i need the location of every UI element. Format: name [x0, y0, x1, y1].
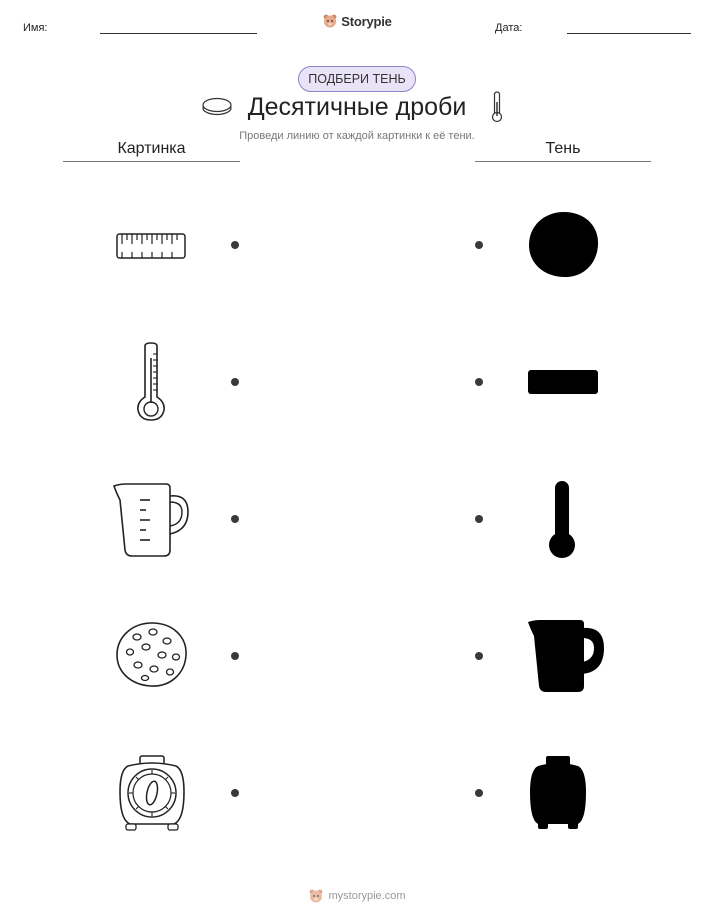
measuring-cup-shadow-icon [520, 614, 608, 698]
picture-dot-3[interactable] [231, 515, 239, 523]
column-rule-picture [63, 161, 240, 162]
measuring-cup-icon [106, 478, 194, 562]
thermometer-shadow-icon [540, 478, 584, 562]
shadow-dot-2[interactable] [475, 378, 483, 386]
cookie-shadow-icon [523, 208, 605, 282]
brand-name: Storypie [341, 13, 392, 29]
page-title: Десятичные дроби [247, 93, 467, 121]
shadow-dot-4[interactable] [475, 652, 483, 660]
footer-website[interactable]: mystorypie.com [328, 890, 406, 902]
date-label: Дата: [495, 22, 523, 34]
shadow-dot-3[interactable] [475, 515, 483, 523]
name-label: Имя: [23, 22, 48, 34]
footer [0, 888, 714, 909]
picture-dot-1[interactable] [231, 241, 239, 249]
instructions: Проведи линию от каждой картинки к её тени. [239, 130, 475, 142]
date-field-line[interactable] [567, 33, 691, 34]
kitchen-timer-shadow-icon [526, 752, 590, 832]
thermometer-icon [130, 340, 172, 424]
shadow-dot-5[interactable] [475, 789, 483, 797]
activity-badge: ПОДБЕРИ ТЕНЬ [298, 66, 415, 92]
kitchen-timer-icon [114, 752, 190, 832]
ruler-shadow-icon [523, 364, 603, 400]
activity-badge-wrap [0, 66, 714, 92]
shadow-dot-1[interactable] [475, 241, 483, 249]
column-heading-shadow: Тень [545, 140, 581, 157]
storypie-mascot-icon [308, 888, 324, 904]
column-rule-shadow [475, 161, 651, 162]
cookie-icon [110, 617, 194, 693]
picture-dot-4[interactable] [231, 652, 239, 660]
picture-dot-5[interactable] [231, 789, 239, 797]
brand-logo [0, 13, 714, 34]
ruler-icon [110, 228, 192, 264]
storypie-mascot-icon [322, 13, 338, 29]
column-heading-picture: Картинка [117, 140, 186, 157]
picture-dot-2[interactable] [231, 378, 239, 386]
